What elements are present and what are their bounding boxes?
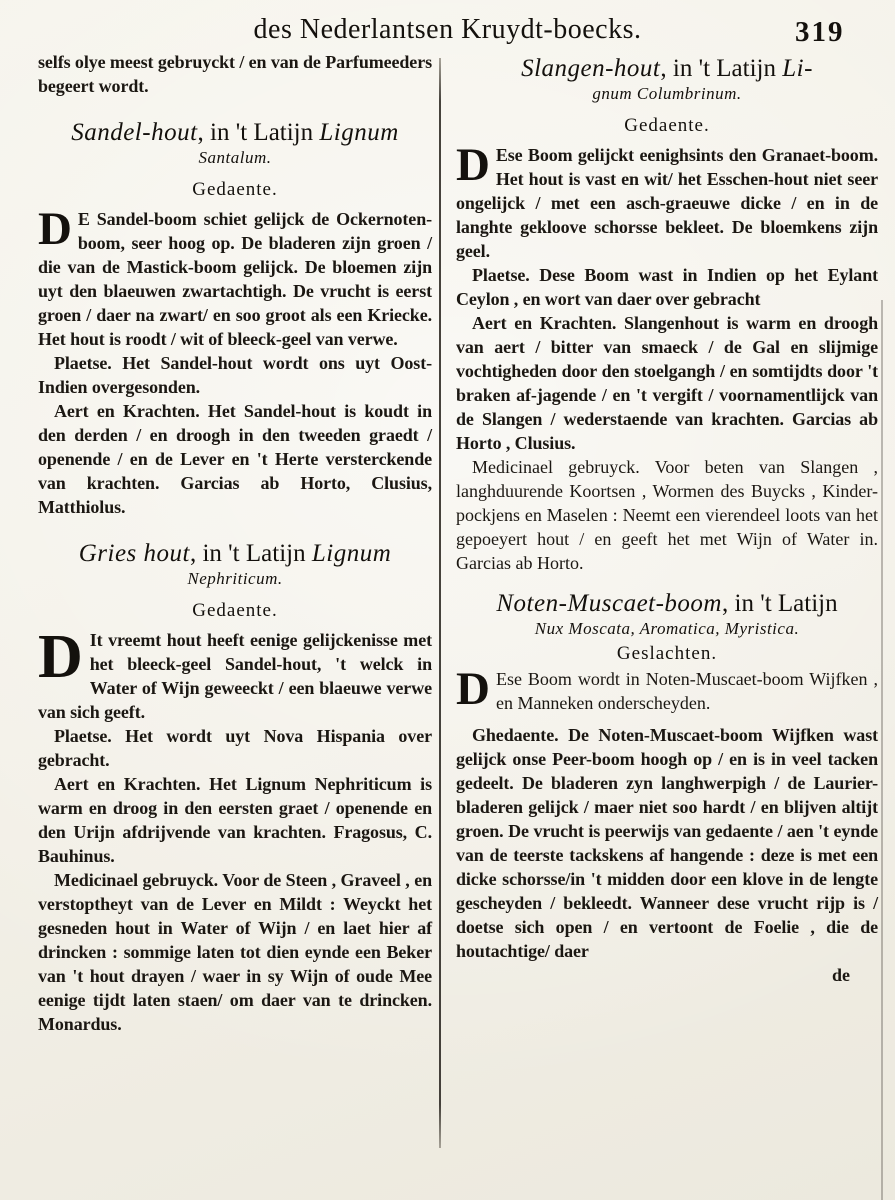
section-subheading-geslachten: Geslachten. (616, 643, 718, 664)
body-paragraph-plaetse: Plaetse. Het wordt uyt Nova Hispania over gebracht. (38, 726, 432, 770)
drop-cap: D (38, 203, 72, 255)
section-heading-slangen-hout (456, 54, 878, 84)
body-paragraph (456, 663, 878, 715)
heading-name: Slangen-hout (521, 55, 661, 82)
body-paragraph (456, 139, 878, 263)
heading-latin: Lignum (311, 540, 392, 567)
heading-name: Sandel-hout (71, 119, 198, 146)
body-paragraph-medicinael: Medicinael gebruyck. Voor beten van Slangen , langhduurende Koortsen , Wormen des Buycks , Kinder-pockjens en Maselen : Neemt een vierendeel loots van het gepoeyert hout / en geeft het met Wijn of Water in. Garcias ab Horto. (456, 457, 878, 573)
heading-name: Gries hout (78, 540, 190, 567)
section-heading-gries-hout (38, 539, 432, 569)
paragraph-text: It vreemt hout heeft eenige gelijckenisse met het bleeck-geel Sandel-hout, 't welck in Water of Wijn geweeckt / een blaeuwe verwe van sich geeft. (38, 630, 432, 722)
section-subtitle: Santalum. (198, 148, 272, 167)
section-subheading-gedaente: Gedaente. (624, 115, 710, 136)
column-divider-rule (439, 58, 441, 1148)
drop-cap: D (456, 139, 490, 191)
heading-mid: , in 't Latijn (189, 540, 312, 567)
section-heading-sandel-hout (38, 118, 432, 148)
section-subheading-gedaente: Gedaente. (192, 600, 278, 621)
section-subtitle: Nephriticum. (187, 569, 283, 588)
section-heading-noten-muscaet-boom (456, 589, 878, 619)
body-paragraph-aert-en-krachten: Aert en Krachten. Het Lignum Nephriticum is warm en droog in den eersten graet / openende en den Urijn afdrijvende van krachten. Fragosus, C. Bauhinus. (38, 774, 432, 866)
continuation-paragraph: selfs olye meest gebruyckt / en van de Parfumeeders begeert wordt. (38, 52, 432, 96)
page-number: 319 (795, 16, 845, 48)
body-paragraph-plaetse: Plaetse. Het Sandel-hout wordt ons uyt Oost-Indien overgesonden. (38, 353, 432, 397)
paragraph-text: Ese Boom gelijckt eenighsints den Granaet-boom. Het hout is vast en wit/ het Esschen-hout niet seer ongelijck / met een asch-graeuwe dicke / en in de langhte gekloove schorsse bekleet. De bloemkens zijn geel. (456, 145, 878, 261)
heading-latin: Lignum (319, 119, 399, 146)
body-paragraph-aert-en-krachten: Aert en Krachten. Slangenhout is warm en droogh van aert / bitter van smaeck / de Gal en slijmige vochtigheden door den stoelgangh / en somtijdts door 't braken af-jagende / en 't vergift / voornamentlijck van de Slangen / wederstaende van krachten. Garcias ab Horto , Clusius. (456, 313, 878, 453)
body-paragraph (38, 203, 432, 351)
heading-mid: , in 't Latijn (660, 55, 783, 82)
body-paragraph-plaetse: Plaetse. Dese Boom wast in Indien op het Eylant Ceylon , en wort van daer over gebracht (456, 265, 878, 309)
heading-mid: , in 't Latijn (197, 119, 320, 146)
body-paragraph-medicinael: Medicinael gebruyck. Voor de Steen , Graveel , en verstoptheyt van de Lever en Mildt : Weyckt het gesneden hout in Water of Wijn / en laet hier af drincken : sommige laten tot dien eynde een Beker van 't hout drayen / waer in sy Wijn of oude Mee eenige tijdt laten staen/ om daer van te drincken. Monardus. (38, 870, 432, 1034)
section-subtitle: Nux Moscata, Aromatica, Myristica. (534, 619, 800, 638)
body-paragraph-ghedaente: Ghedaente. De Noten-Muscaet-boom Wijfken wast gelijck onse Peer-boom hoogh op / en is in veel tacken gedeelt. De bladeren zyn langhwerpigh / de Laurier-bladeren gelijck / maer niet soo hardt / en blijven altijt groen. De vrucht is peerwijs van gedaente / aen 't eynde van de teerste tackskens af hangende : deze is met een dicke schorsse/in 't midden door een klove in de lengte gescheyden / bekleedt. Wanneer dese vrucht rijp is / doetse sich open / en vertoont de Foelie , die de houtachtige/ daer (456, 725, 878, 961)
heading-latin: Li- (782, 55, 813, 82)
body-paragraph-aert-en-krachten: Aert en Krachten. Het Sandel-hout is koudt in den derden / en droogh in den tweeden graedt / openende / en de Lever en 't Herte versterckende van krachten. Garcias ab Horto, Clusius, Matthiolus. (38, 401, 432, 517)
left-column (38, 50, 432, 1036)
paragraph-text: Ese Boom wordt in Noten-Muscaet-boom Wijfken , en Manneken onderscheyden. (495, 669, 878, 713)
body-paragraph (38, 623, 432, 724)
running-header: des Nederlantsen Kruydt-boecks. (253, 14, 642, 45)
section-subtitle: gnum Columbrinum. (592, 84, 742, 103)
paragraph-text: E Sandel-boom schiet gelijck de Ockernoten-boom, seer hoog op. De bladeren zijn groen / die van de Mastick-boom gelijck. De bloemen zijn uyt den blaeuwen zwartachtigh. De vrucht is eerst groen / daer na zwart/ en soo groot als een Kriecke. Het hout is roodt / wit of bleeck-geel van verwe. (38, 209, 432, 349)
drop-cap: D (38, 623, 83, 691)
heading-mid: , in 't Latijn (722, 590, 838, 617)
section-subheading-gedaente: Gedaente. (192, 179, 278, 200)
right-edge-rule (881, 300, 883, 1200)
heading-name: Noten-Muscaet-boom (496, 590, 722, 617)
catchword: de (832, 965, 850, 985)
right-column (456, 54, 878, 987)
drop-cap: D (456, 663, 490, 715)
